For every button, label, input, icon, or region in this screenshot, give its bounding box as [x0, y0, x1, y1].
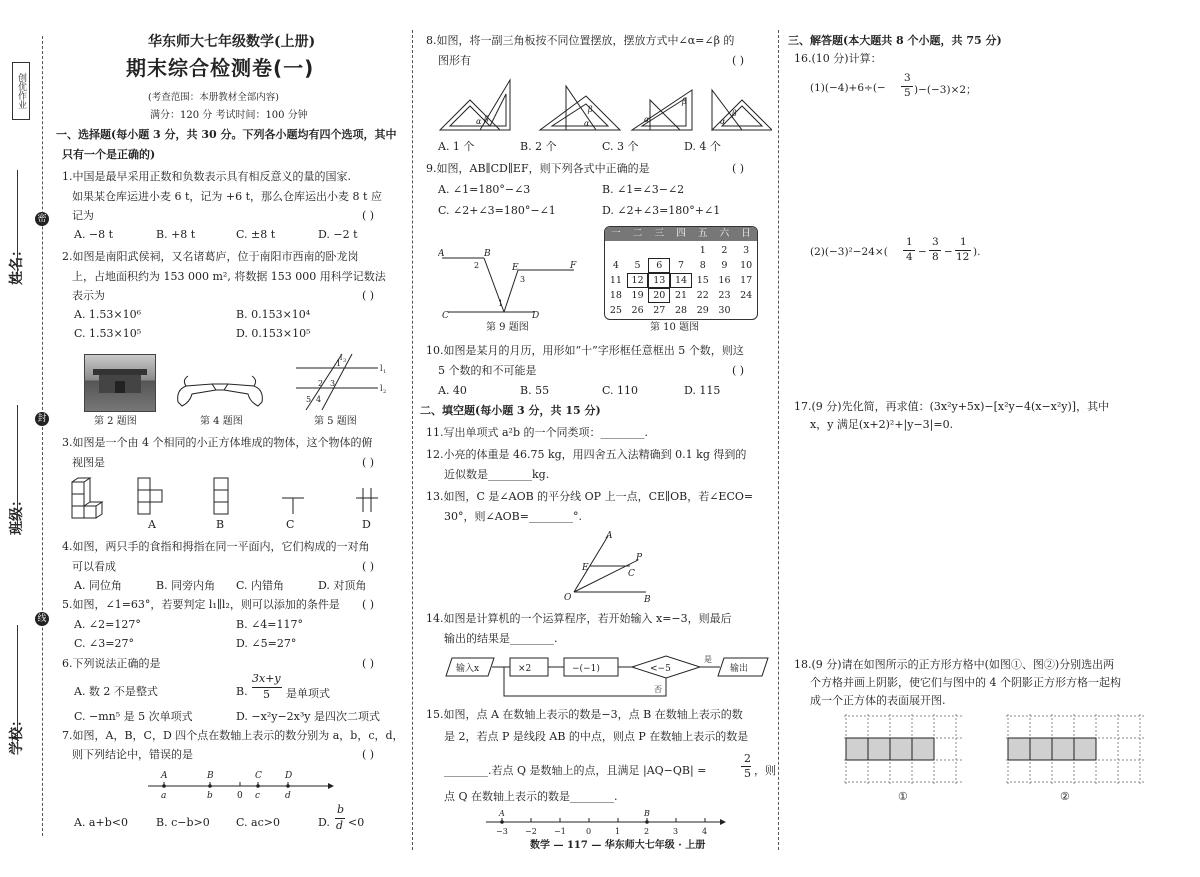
cal-cell: 11 [609, 275, 622, 286]
q1-option-b[interactable]: B. +8 t [156, 228, 196, 241]
q15-number-line [482, 806, 730, 838]
q16-p2-minus2: − [944, 246, 953, 258]
q14-flowchart [444, 652, 774, 704]
q9-fig-caption: 第 9 题图 [486, 322, 529, 333]
q15-tick: −1 [554, 827, 566, 836]
q10-fig-caption: 第 10 题图 [650, 322, 700, 333]
svg-text:l: l [380, 384, 383, 393]
q15-line4[interactable]: 点 Q 在数轴上表示的数是________. [444, 790, 618, 803]
cal-cell-boxed: 12 [627, 273, 649, 288]
q1-option-d[interactable]: D. −2 t [318, 228, 358, 241]
q7-point-c: C [255, 771, 262, 781]
cal-cell: 25 [609, 305, 622, 316]
q16-p2-suffix: ). [973, 246, 981, 258]
cal-cell: 2 [721, 245, 728, 256]
cal-cell [627, 243, 649, 258]
q7-option-d-denominator: d [336, 819, 344, 832]
wuhou-temple-photo [84, 354, 156, 412]
seal-mark-2: 封 [35, 412, 49, 426]
q17-line2: x，y 满足(x+2)²+|y−3|=0. [810, 418, 954, 431]
cal-cell: 1 [699, 245, 706, 256]
q10-option-b[interactable]: B. 55 [520, 384, 550, 397]
q2-option-d[interactable]: D. 0.153×10⁵ [236, 327, 311, 340]
q14-line2[interactable]: 输出的结果是________. [444, 632, 558, 645]
flow-output-label: 输出 [730, 664, 749, 674]
side-stamp: 创优作业 [12, 62, 30, 120]
q3-line2: 视图是 [72, 456, 105, 469]
q15-frac-den: 5 [744, 767, 751, 780]
q16-p1-suffix: )−(−3)×2； [914, 84, 977, 96]
q6-option-c[interactable]: C. −mn⁵ 是 5 次单项式 [74, 710, 193, 723]
q16-p1-text: (1)(−4)+6÷(− [810, 82, 886, 94]
svg-text:A: A [606, 531, 613, 541]
q15-point-a: A [499, 809, 505, 818]
q8-option-b[interactable]: B. 2 个 [520, 140, 557, 153]
class-field-line[interactable] [17, 405, 18, 530]
q18-line3: 成一个正方体的表面展开图. [810, 694, 946, 707]
q15-point-b: B [644, 809, 650, 818]
q18-line2: 个方格并画上阴影，使它们与图中的 4 个阴影正方形方格一起构 [810, 676, 1121, 689]
q6-option-b-denominator: 5 [263, 688, 270, 701]
q5-option-c[interactable]: C. ∠3=27° [74, 637, 134, 650]
q1-option-a[interactable]: A. −8 t [74, 228, 114, 241]
q2-line2: 上，占地面积约为 153 000 m², 将数据 153 000 用科学记数法 [72, 270, 386, 283]
q16-p2-f3d: 12 [956, 251, 970, 263]
q7-val-a: a [161, 791, 167, 801]
q6-option-d[interactable]: D. −x²y−2x³y 是四次二项式 [236, 710, 381, 723]
q16-p2-f2n: 3 [932, 236, 939, 248]
q7-point-b: B [207, 771, 214, 781]
q9-answer-blank[interactable]: ( ) [732, 162, 745, 175]
flow-no-label: 否 [654, 685, 662, 694]
q3-line1: 3.如图是一个由 4 个相同的小正方体堆成的物体，这个物体的俯 [62, 436, 373, 449]
q6-option-b-prefix: B. [236, 685, 248, 698]
q12-line2[interactable]: 近似数是________kg. [444, 468, 550, 481]
cal-head-6: 六 [719, 228, 730, 239]
q10-line2: 5 个数的和不可能是 [438, 364, 537, 377]
q1-line3: 记为 [72, 209, 94, 222]
q16-p1-num: 3 [904, 72, 911, 84]
q9-option-c[interactable]: C. ∠2+∠3=180°−∠1 [438, 204, 556, 217]
q2-option-b[interactable]: B. 0.153×10⁴ [236, 308, 311, 321]
school-field-line[interactable] [17, 625, 18, 750]
svg-text:E: E [582, 563, 589, 573]
cal-head-4: 四 [676, 228, 686, 239]
svg-text:2: 2 [474, 261, 480, 270]
q5-option-a[interactable]: A. ∠2=127° [74, 618, 141, 631]
svg-text:α: α [720, 117, 726, 126]
q7-option-d-suffix: <0 [348, 816, 365, 829]
cal-cell [670, 243, 692, 258]
name-label: 姓名： [9, 243, 25, 285]
q9-option-b[interactable]: B. ∠1=∠3−∠2 [602, 183, 685, 196]
cal-cell: 5 [634, 260, 641, 271]
q16-part1 [810, 72, 1050, 102]
cal-cell: 19 [631, 290, 644, 301]
q10-option-a[interactable]: A. 40 [438, 384, 467, 397]
cal-cell-boxed: 14 [670, 273, 692, 288]
seal-mark-3: 线 [35, 612, 49, 626]
option-d-view[interactable] [354, 484, 380, 514]
q8-line2: 图形有 [438, 54, 471, 67]
q4-option-b[interactable]: B. 同旁内角 [156, 579, 216, 592]
cal-cell: 17 [740, 275, 753, 286]
q7-line2: 则下列结论中，错误的是 [72, 748, 193, 761]
cal-cell: 15 [696, 275, 709, 286]
q6-option-b-numerator: 3x+y [252, 672, 281, 685]
flow-condition: <−5 [650, 664, 671, 674]
svg-text:C: C [442, 311, 449, 320]
svg-text:β: β [588, 105, 593, 114]
name-field-line[interactable] [17, 170, 18, 280]
q2-line1: 2.如图是南阳武侯祠，又名诸葛庐，位于南阳市西南的卧龙岗 [62, 250, 359, 263]
cal-cell: 7 [677, 260, 685, 271]
parallel-lines-figure [292, 352, 388, 412]
cal-cell: 18 [609, 290, 622, 301]
cal-cell: 23 [718, 290, 731, 301]
svg-text:2: 2 [318, 379, 324, 388]
fig4-caption: 第 4 题图 [200, 416, 243, 427]
svg-text:B: B [644, 595, 651, 604]
q15-tick: −2 [525, 827, 537, 836]
svg-text:α: α [644, 115, 650, 124]
cal-cell: 29 [696, 305, 709, 316]
cal-cell: 21 [674, 290, 688, 301]
set-squares-figure [436, 76, 772, 136]
svg-text:3: 3 [343, 358, 347, 364]
cal-head-3: 三 [654, 228, 665, 239]
q7-val-zero: 0 [237, 791, 243, 801]
q7-point-d: D [285, 771, 293, 781]
section2-heading: 二、填空题(每小题 3 分，共 15 分) [420, 404, 601, 417]
q15-tick: 4 [702, 827, 708, 836]
q16-line1: 16.(10 分)计算： [794, 52, 882, 65]
series-title: 华东师大七年级数学(上册) [148, 34, 316, 50]
q7-val-d: d [285, 791, 291, 801]
school-label: 学校： [9, 713, 25, 755]
page-footer: 数学 — 117 — 华东师大七年级 · 上册 [530, 840, 706, 851]
svg-text:O: O [564, 593, 572, 603]
svg-text:β: β [732, 109, 737, 118]
q5-option-d[interactable]: D. ∠5=27° [236, 637, 297, 650]
q4-option-c[interactable]: C. 内错角 [236, 579, 285, 592]
q3-answer-blank[interactable]: ( ) [362, 456, 375, 469]
section1-heading: 一、选择题(每小题 3 分，共 30 分。下列各小题均有四个选项，其中 [56, 128, 397, 141]
q3-option-d[interactable]: D [362, 518, 371, 531]
flow-yes-label: 是 [704, 655, 712, 664]
cal-cell: 3 [743, 245, 750, 256]
q7-option-c[interactable]: C. ac>0 [236, 816, 280, 829]
q15-frac-num: 2 [744, 752, 751, 765]
svg-text:C: C [628, 569, 635, 579]
q8-option-c[interactable]: C. 3 个 [602, 140, 639, 153]
q7-val-b: b [207, 791, 213, 801]
q10-line1: 10.如图是某月的月历，用形如“十”字形框任意框出 5 个数，则这 [426, 344, 744, 357]
q6-option-a[interactable]: A. 数 2 不是整式 [74, 685, 158, 698]
q3-option-b[interactable]: B [216, 518, 225, 531]
cal-head-1: 一 [611, 228, 621, 239]
q8-line1: 8.如图，将一副三角板按不同位置摆放，摆放方式中∠α=∠β 的 [426, 34, 735, 47]
calendar-header [605, 227, 757, 241]
q10-option-c[interactable]: C. 110 [602, 384, 639, 397]
cal-cell: 22 [696, 290, 709, 301]
q15-tick: 0 [586, 827, 592, 836]
q12-line1: 12.小亮的体重是 46.75 kg，用四舍五入法精确到 0.1 kg 得到的 [426, 448, 747, 461]
cal-cell: 30 [718, 305, 731, 316]
q16-p2-text: (2)(−3)²−24×( [810, 246, 888, 258]
svg-text:α: α [584, 119, 590, 128]
cal-cell: 27 [653, 305, 666, 316]
cal-cell [605, 243, 627, 258]
q7-answer-blank[interactable]: ( ) [362, 748, 375, 761]
section1-heading-2: 只有一个是正确的) [62, 148, 156, 161]
q10-answer-blank[interactable]: ( ) [732, 364, 745, 377]
q7-line1: 7.如图，A，B，C，D 四个点在数轴上表示的数分别为 a，b，c，d， [62, 729, 404, 742]
svg-text:3: 3 [520, 275, 526, 284]
q5-line1: 5.如图，∠1=63°，若要判定 l₁∥l₂，则可以添加的条件是 [62, 598, 340, 611]
q13-line2[interactable]: 30°，则∠AOB=________°. [444, 510, 582, 523]
fig5-caption: 第 5 题图 [314, 416, 357, 427]
flow-minus-neg-one: −(−1) [572, 664, 600, 674]
cal-cell: 9 [721, 260, 728, 271]
cal-cell [648, 243, 670, 258]
svg-text:4: 4 [316, 395, 322, 404]
q7-option-a[interactable]: A. a+b<0 [74, 816, 128, 829]
q4-option-a[interactable]: A. 同位角 [74, 579, 122, 592]
fig2-caption: 第 2 题图 [94, 416, 137, 427]
q16-part2 [810, 236, 1070, 266]
svg-text:α: α [476, 117, 482, 126]
cal-cell: 24 [740, 290, 753, 301]
hands-figure [172, 362, 268, 414]
q7-option-d-prefix: D. [318, 816, 330, 829]
q16-p1-den: 5 [904, 87, 911, 99]
option-a-view[interactable] [136, 476, 166, 516]
option-c-view[interactable] [280, 490, 306, 516]
q13-figure [560, 530, 660, 604]
q16-p2-f2d: 8 [932, 251, 939, 263]
q6-answer-blank[interactable]: ( ) [362, 657, 375, 670]
q9-option-d[interactable]: D. ∠2+∠3=180°+∠1 [602, 204, 721, 217]
q10-option-d[interactable]: D. 115 [684, 384, 721, 397]
svg-text:A: A [438, 249, 445, 259]
q15-line1: 15.如图，点 A 在数轴上表示的数是−3，点 B 在数轴上表示的数 [426, 708, 743, 721]
svg-text:5: 5 [306, 395, 312, 404]
svg-text:B: B [484, 249, 491, 259]
q5-option-b[interactable]: B. ∠4=117° [236, 618, 304, 631]
svg-text:1: 1 [383, 369, 387, 375]
q15-line3-suffix: ，则 [754, 764, 776, 777]
q18-fig1-label: ① [898, 790, 908, 803]
meta-text: 满分：120 分 考试时间：100 分钟 [150, 110, 308, 121]
scope-text: (考查范围：本册教材全部内容) [148, 92, 279, 103]
cal-cell: 8 [699, 260, 706, 271]
q14-line1: 14.如图是计算机的一个运算程序，若开始输入 x=−3，则最后 [426, 612, 732, 625]
seal-mark-1: 密 [35, 212, 49, 226]
cal-cell: 10 [740, 260, 753, 271]
q7-number-line [146, 768, 336, 804]
q8-answer-blank[interactable]: ( ) [732, 54, 745, 67]
q1-line2: 如果某仓库运进小麦 6 t，记为 +6 t，那么仓库运出小麦 8 t 应 [72, 190, 382, 203]
q15-tick: 2 [644, 827, 650, 836]
q5-answer-blank[interactable]: ( ) [362, 598, 375, 611]
flow-times-two: ×2 [518, 664, 532, 674]
q2-option-a[interactable]: A. 1.53×10⁶ [74, 308, 142, 321]
svg-text:D: D [532, 311, 540, 320]
q13-line1: 13.如图，C 是∠AOB 的平分线 OP 上一点，CE∥OB，若∠ECO= [426, 490, 754, 503]
q18-fig2-label: ② [1060, 790, 1070, 803]
q2-answer-blank[interactable]: ( ) [362, 289, 375, 302]
column-divider-1 [412, 30, 413, 850]
q7-option-d-numerator: b [337, 803, 345, 816]
class-label: 班级： [9, 493, 25, 535]
svg-text:β: β [484, 115, 489, 124]
binding-line [42, 36, 43, 836]
q6-option-b-suffix: 是单项式 [286, 687, 330, 700]
q2-line3: 表示为 [72, 289, 105, 302]
page-title: 期末综合检测卷(一) [126, 56, 315, 80]
q8-option-a[interactable]: A. 1 个 [438, 140, 475, 153]
cal-head-7: 日 [741, 228, 751, 239]
q9-option-a[interactable]: A. ∠1=180°−∠3 [438, 183, 531, 196]
calendar-grid [605, 241, 757, 318]
q3-option-c[interactable]: C [286, 518, 295, 531]
q18-grid-1[interactable] [844, 714, 964, 784]
svg-text:1: 1 [498, 299, 504, 308]
cal-cell: 26 [631, 305, 644, 316]
q18-line1: 18.(9 分)请在如图所示的正方形方格中(如图①、图②)分别选出两 [794, 658, 1115, 671]
q8-option-d[interactable]: D. 4 个 [684, 140, 721, 153]
cal-head-2: 二 [632, 228, 643, 239]
q1-line1: 1.中国是最早采用正数和负数表示具有相反意义的量的国家. [62, 170, 351, 183]
q16-p2-f3n: 1 [960, 236, 967, 248]
q7-option-b[interactable]: B. c−b>0 [156, 816, 210, 829]
option-b-view[interactable] [212, 476, 232, 516]
svg-text:2: 2 [383, 389, 387, 395]
q16-p2-minus1: − [918, 246, 927, 258]
calendar [604, 226, 758, 320]
svg-text:P: P [636, 553, 643, 563]
q4-answer-blank[interactable]: ( ) [362, 560, 375, 573]
cal-cell: 4 [612, 260, 619, 271]
flow-input-label: 输入x [456, 664, 480, 674]
cal-cell-boxed: 20 [648, 288, 670, 303]
cal-cell: 28 [674, 305, 688, 316]
cal-cell [735, 303, 757, 318]
q3-option-a[interactable]: A [148, 518, 156, 531]
q1-answer-blank[interactable]: ( ) [362, 209, 375, 222]
section3-heading: 三、解答题(本大题共 8 个小题，共 75 分) [788, 34, 1002, 47]
cal-cell: 16 [718, 275, 731, 286]
q16-p2-f1n: 1 [906, 236, 913, 248]
svg-text:1: 1 [336, 359, 342, 368]
svg-text:β: β [682, 97, 687, 106]
q1-option-c[interactable]: C. ±8 t [236, 228, 276, 241]
svg-text:F: F [570, 261, 577, 271]
cal-cell-boxed: 13 [648, 273, 670, 288]
q15-line3-text: ________.若点 Q 是数轴上的点，且满足 |AQ−QB| = [444, 764, 707, 777]
q4-option-d[interactable]: D. 对顶角 [318, 579, 367, 592]
q9-line1: 9.如图，AB∥CD∥EF，则下列各式中正确的是 [426, 162, 650, 175]
q17-line1: 17.(9 分)先化简，再求值：(3x²y+5x)−[x²y−4(x−x²y)]，其中 [794, 400, 1110, 413]
q15-tick: 1 [615, 827, 621, 836]
cal-cell-boxed: 6 [648, 258, 670, 273]
cube-stack-figure [70, 476, 108, 522]
q7-point-a: A [161, 771, 168, 781]
q9-figure [438, 240, 586, 320]
svg-text:3: 3 [330, 379, 336, 388]
column-divider-2 [778, 30, 779, 850]
svg-text:l: l [340, 354, 343, 362]
q16-p2-f1d: 4 [906, 251, 913, 263]
svg-text:l: l [380, 364, 383, 373]
q15-line2[interactable]: 是 2，若点 P 是线段 AB 的中点，则点 P 在数轴上表示的数是 [444, 730, 749, 743]
q6-line1: 6.下列说法正确的是 [62, 657, 161, 670]
q7-val-c: c [255, 791, 261, 801]
q4-line1: 4.如图，两只手的食指和拇指在同一平面内，它们构成的一对角 [62, 540, 370, 553]
q18-grid-2[interactable] [1006, 714, 1146, 784]
q2-option-c[interactable]: C. 1.53×10⁵ [74, 327, 142, 340]
q15-line3[interactable] [444, 752, 774, 782]
cal-head-5: 五 [697, 228, 708, 239]
q11-line1[interactable]: 11.写出单项式 a²b 的一个同类项：________. [426, 426, 648, 439]
q4-line2: 可以看成 [72, 560, 116, 573]
q15-tick: −3 [496, 827, 508, 836]
q15-tick: 3 [673, 827, 679, 836]
svg-text:E: E [512, 263, 519, 273]
